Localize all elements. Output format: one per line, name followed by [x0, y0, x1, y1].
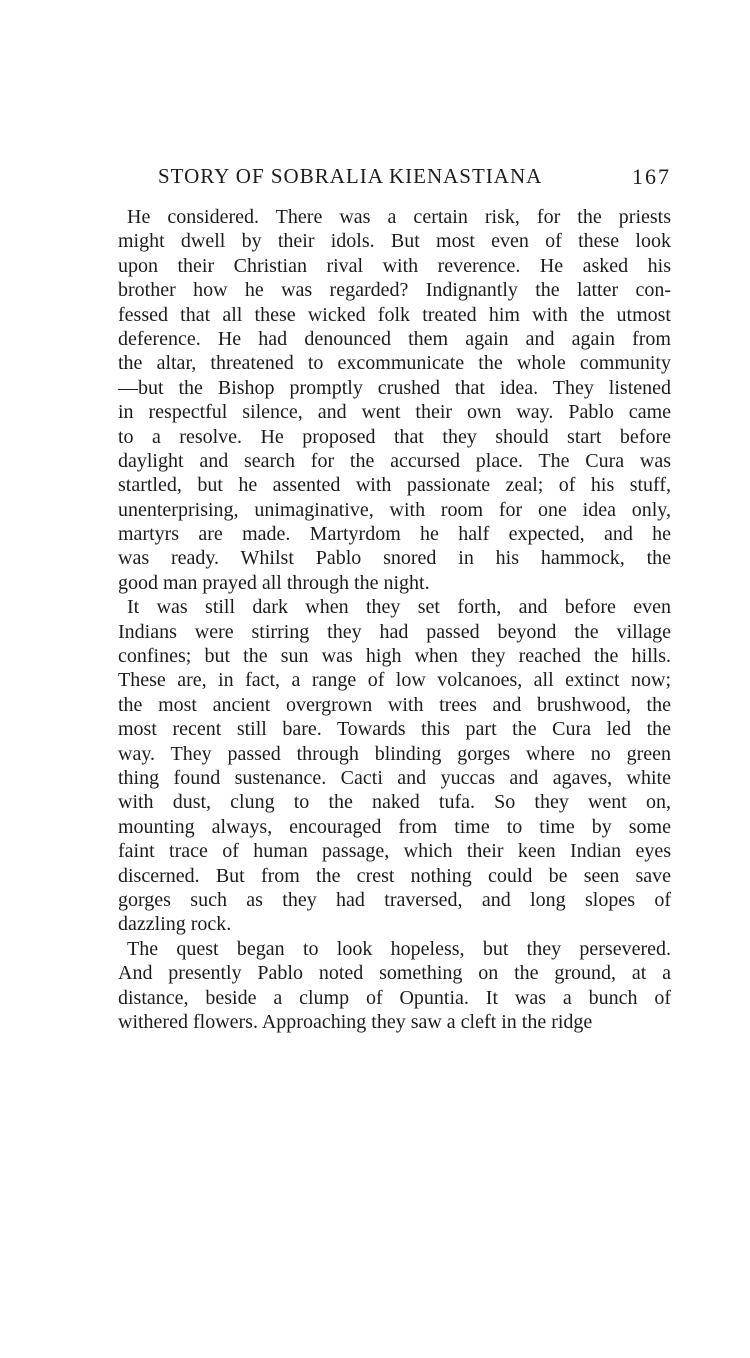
text-line: distance, beside a clump of Opuntia. It was a bunch of — [118, 986, 671, 1009]
text-line: in respectful silence, and went their own way. Pablo came — [118, 401, 671, 424]
text-line: with dust, clung to the naked tufa. So they went on, — [118, 791, 671, 814]
text-line: thing found sustenance. Cacti and yuccas and agaves, white — [118, 766, 671, 789]
text-line: unenterprising, unimaginative, with room for one idea only, — [118, 498, 671, 521]
text-line: confines; but the sun was high when they reached the hills. — [118, 645, 671, 668]
text-line: It was still dark when they set forth, and before even — [127, 596, 671, 619]
text-line: might dwell by their idols. But most even of these look — [118, 230, 671, 253]
text-line: the altar, threatened to excommunicate the whole community — [118, 352, 671, 375]
body-text — [118, 205, 671, 1034]
text-line: martyrs are made. Martyrdom he half expected, and he — [118, 523, 671, 546]
text-line: faint trace of human passage, which their keen Indian eyes — [118, 840, 671, 863]
text-line: withered flowers. Approaching they saw a cleft in the ridge — [118, 1010, 593, 1033]
text-line: deference. He had denounced them again and again from — [118, 327, 671, 350]
text-line: discerned. But from the crest nothing could be seen save — [118, 864, 671, 887]
text-line: Indians were stirring they had passed beyond the village — [118, 620, 671, 643]
paragraph — [118, 595, 671, 936]
text-line: good man prayed all through the night. — [118, 571, 430, 594]
text-line: to a resolve. He proposed that they should start before — [118, 425, 671, 448]
page-number: 167 — [632, 164, 671, 189]
text-line: gorges such as they had traversed, and long slopes of — [118, 888, 671, 911]
text-line: He considered. There was a certain risk, for the priests — [127, 206, 671, 228]
text-line: most recent still bare. Towards this part the Cura led the — [118, 718, 671, 741]
text-line: startled, but he assented with passionate zeal; of his stuff, — [118, 474, 671, 497]
text-line: mounting always, encouraged from time to time by some — [118, 815, 671, 838]
text-line: upon their Christian rival with reverence. He asked his — [118, 254, 671, 277]
text-line: And presently Pablo noted something on the ground, at a — [118, 962, 671, 985]
text-line: brother how he was regarded? Indignantly the latter con- — [118, 279, 671, 302]
paragraph — [118, 205, 671, 595]
paragraph — [118, 937, 671, 1035]
text-line: way. They passed through blinding gorges where no green — [118, 742, 671, 765]
text-line: dazzling rock. — [118, 913, 232, 936]
text-line: —but the Bishop promptly crushed that idea. They listened — [118, 376, 671, 399]
text-line: fessed that all these wicked folk treated him with the utmost — [118, 303, 671, 326]
running-title: STORY OF SOBRALIA KIENASTIANA — [158, 164, 543, 188]
text-line: was ready. Whilst Pablo snored in his hammock, the — [118, 547, 671, 570]
text-line: daylight and search for the accursed place. The Cura was — [118, 449, 671, 472]
text-line: the most ancient overgrown with trees and brushwood, the — [118, 693, 671, 716]
text-line: These are, in fact, a range of low volcanoes, all extinct now; — [118, 669, 671, 692]
text-line: The quest began to look hopeless, but they persevered. — [127, 937, 671, 960]
running-head — [118, 164, 671, 194]
